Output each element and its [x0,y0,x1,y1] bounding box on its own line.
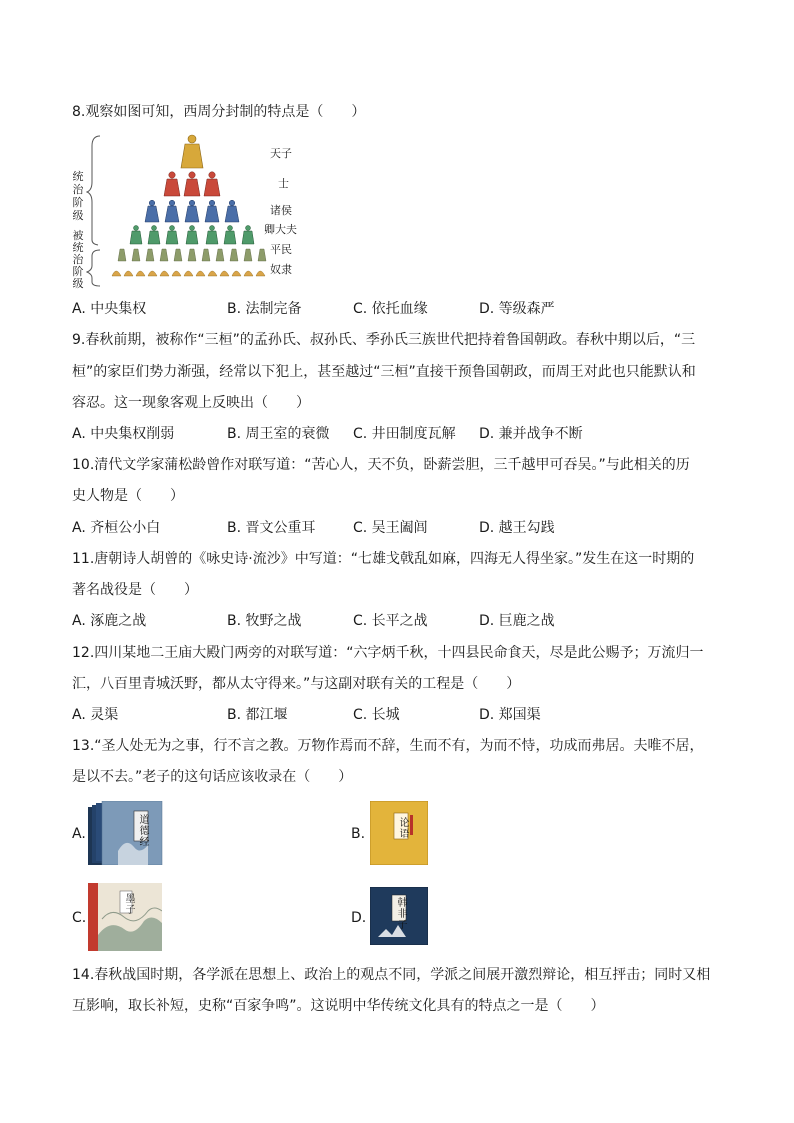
option-a[interactable]: A. 灵渠 [72,707,119,723]
question-8-options [72,299,732,319]
option-c[interactable]: C. 依托血缘 [353,301,428,317]
book-daodejing-image[interactable] [88,801,164,865]
option-c[interactable]: C. 长平之战 [353,613,428,629]
option-d[interactable]: D. 巨鹿之战 [479,613,555,629]
pyramid-figures [106,130,276,290]
ruled-class-label: 被统治阶级 [72,229,84,290]
question-10-options [72,518,732,538]
option-a[interactable]: A. 中央集权削弱 [72,426,175,442]
question-12-line: 12.四川某地二王庙大殿门两旁的对联写道：“六字炳千秋，十四县民命食天，尽是此公赐予；万流归一 [72,645,704,661]
option-d[interactable]: D. 越王勾践 [479,520,555,536]
feudal-hierarchy-figure [72,130,312,292]
option-a[interactable]: A. 齐桓公小白 [72,520,161,536]
option-c[interactable]: C. 井田制度瓦解 [353,426,456,442]
question-9-line: 桓”的家臣们势力渐强，经常以下犯上，甚至越过“三桓”直接干预鲁国朝政，而周王对此也只能默认和 [72,364,696,380]
rank-label: 天子 [270,147,292,160]
book-hanfeizi-image[interactable] [370,887,428,945]
question-12-line: 汇，八百里青城沃野，都从太守得来。”与这副对联有关的工程是（ ） [72,676,521,692]
book-mozi-image[interactable] [88,883,162,951]
question-11-line: 11.唐朝诗人胡曾的《咏史诗·流沙》中写道：“七雄戈戟乱如麻，四海无人得坐家。”发生在这一时期的 [72,551,695,567]
rank-label: 奴隶 [270,263,292,276]
option-d[interactable]: D. 兼并战争不断 [479,426,583,442]
option-b[interactable]: B. 周王室的衰微 [227,426,330,442]
option-b[interactable]: B. 牧野之战 [227,613,302,629]
option-b[interactable]: B. 晋文公重耳 [227,520,316,536]
option-a[interactable]: A. 涿鹿之战 [72,613,147,629]
option-c-letter[interactable]: C. [72,910,87,926]
question-11-options [72,611,732,631]
question-11-line: 著名战役是（ ） [72,582,198,598]
question-9-options [72,424,732,444]
ruling-class-label: 统治阶级 [72,170,84,222]
rank-label: 平民 [270,243,292,256]
option-a-letter[interactable]: A. [72,826,86,842]
option-c[interactable]: C. 吴王阖闾 [353,520,428,536]
option-d[interactable]: D. 郑国渠 [479,707,541,723]
option-b[interactable]: B. 都江堰 [227,707,288,723]
question-14-line: 互影响，取长补短，史称“百家争鸣”。这说明中华传统文化具有的特点之一是（ ） [72,998,605,1014]
book-title: 墨子 [123,893,134,915]
option-a[interactable]: A. 中央集权 [72,301,147,317]
question-13-line: 是以不去。”老子的这句话应该收录在（ ） [72,769,353,785]
question-10-line: 10.清代文学家蒲松龄曾作对联写道：“苦心人，天不负，卧薪尝胆，三千越甲可吞吴。”与此相关的历 [72,457,690,473]
option-b[interactable]: B. 法制完备 [227,301,302,317]
rank-label: 卿大夫 [264,223,297,236]
option-d[interactable]: D. 等级森严 [479,301,555,317]
book-title: 韩非子 [395,897,406,930]
question-9-line: 容忍。这一现象客观上反映出（ ） [72,395,310,411]
question-12-options [72,705,732,725]
book-title: 道德经 [137,814,148,847]
question-8-stem: 8.观察如图可知，西周分封制的特点是（ ） [72,104,366,120]
option-b-letter[interactable]: B. [351,826,366,842]
question-9-line: 9.春秋前期，被称作“三桓”的孟孙氏、叔孙氏、季孙氏三族世代把持着鲁国朝政。春秋中期以后，“三 [72,332,696,348]
option-c[interactable]: C. 长城 [353,707,400,723]
rank-label: 诸侯 [270,204,292,217]
book-lunyu-image[interactable] [370,801,428,865]
brace-icon [86,134,102,288]
question-14-line: 14.春秋战国时期，各学派在思想上、政治上的观点不同，学派之间展开激烈辩论，相互抨击；同时又相 [72,967,711,983]
book-title: 论语 [397,817,408,839]
option-d-letter[interactable]: D. [351,910,367,926]
question-10-line: 史人物是（ ） [72,488,184,504]
rank-label: 士 [278,177,289,190]
question-13-line: 13.“圣人处无为之事，行不言之教。万物作焉而不辞，生而不有，为而不恃，功成而弗居。夫唯不居， [72,738,704,754]
